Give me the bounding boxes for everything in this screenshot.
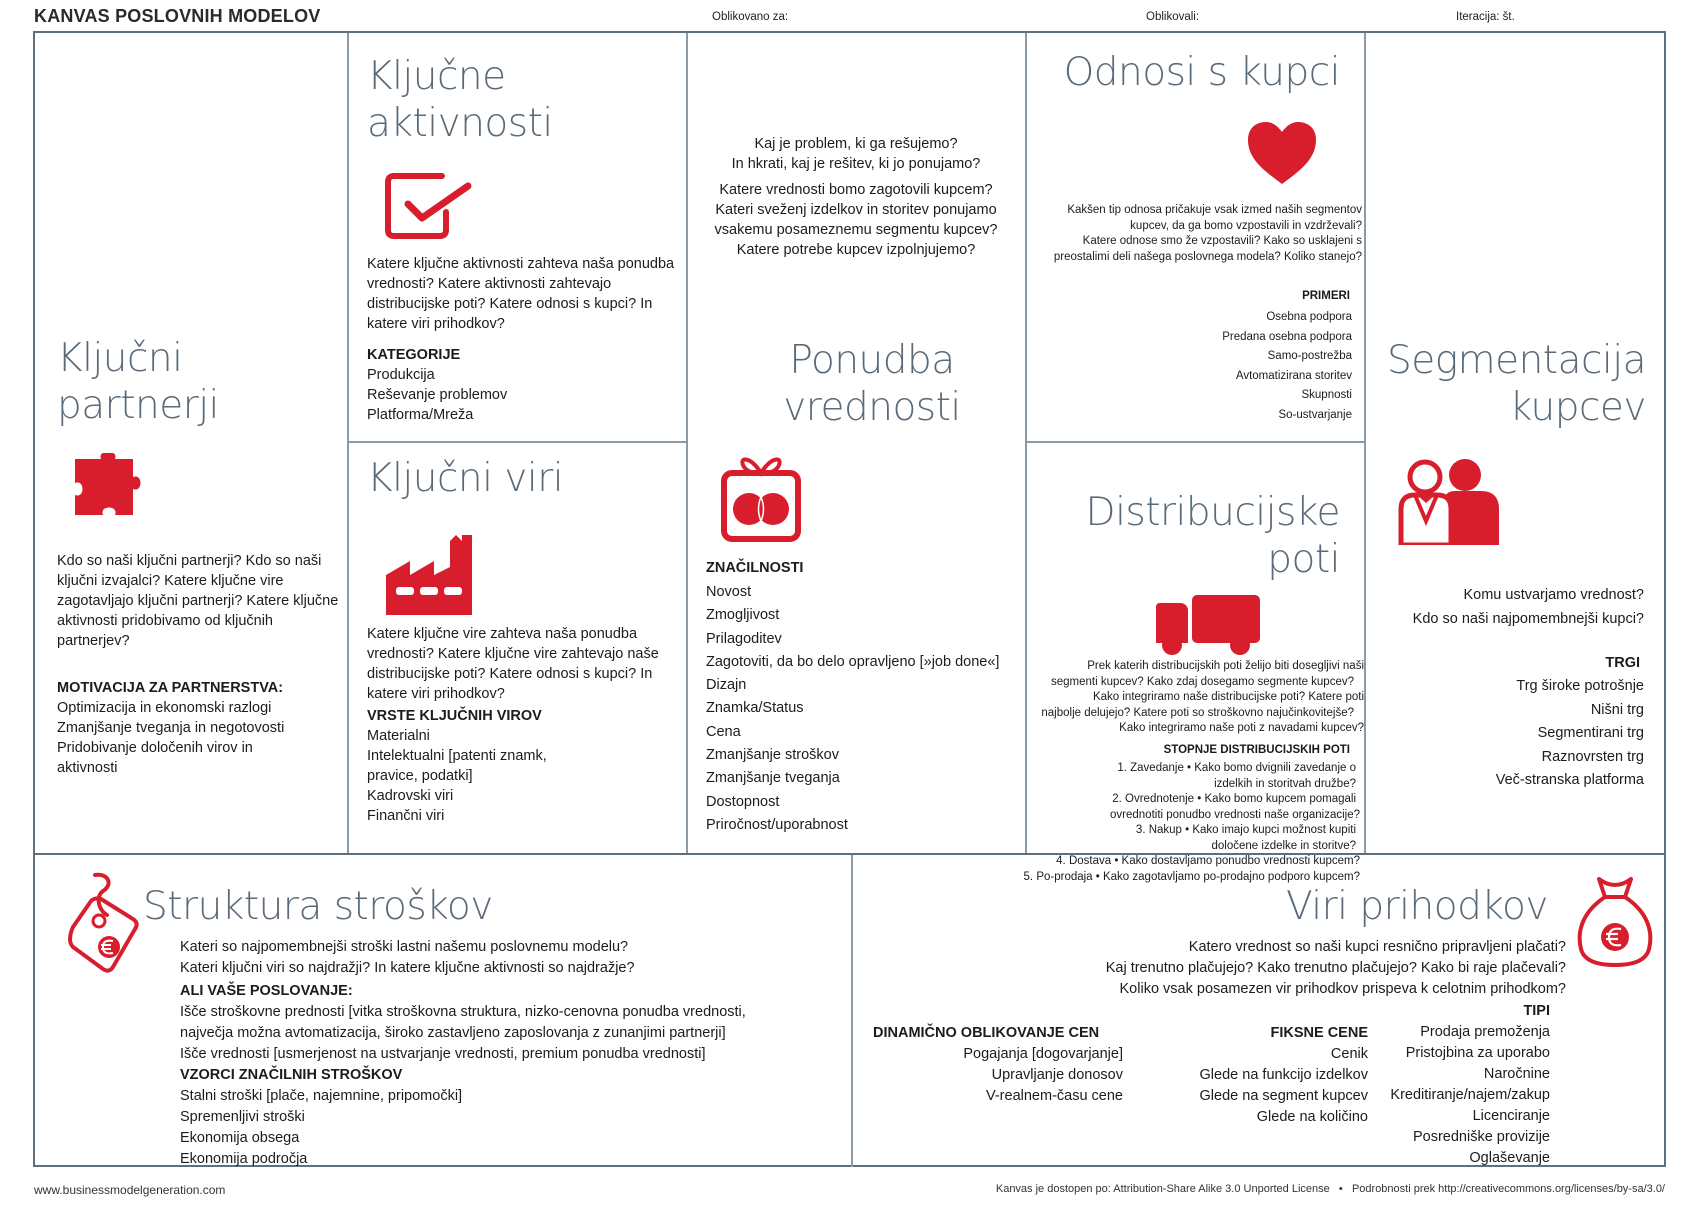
customer-relationships-title: Odnosi s kupci — [1063, 50, 1340, 95]
question-line: Koliko vsak posamezen vir prihodkov prispeva k celotnim prihodkom? — [1119, 981, 1566, 997]
list-item: Reševanje problemov — [367, 387, 508, 403]
list-item: Novost — [706, 584, 752, 600]
customer-segments-list-heading: TRGI — [1605, 655, 1640, 671]
value-proposition-block[interactable] — [687, 33, 1025, 853]
key-partners-title — [57, 335, 219, 429]
question-line: preostalimi deli našega poslovnega modela? Koliko stanejo? — [1053, 250, 1362, 263]
phase-line: 5. Po-prodaja • Kako zagotavljamo po-prodajno podporo kupcem? — [1023, 870, 1360, 883]
revenue-streams-questions — [866, 937, 1566, 1000]
key-resources-block[interactable] — [348, 443, 686, 853]
question-line: Prek katerih distribucijskih poti želijo biti dosegljivi naši — [1087, 660, 1364, 672]
list-item: Ekonomija obsega — [180, 1130, 300, 1146]
list-item: Dizajn — [706, 677, 747, 694]
list-item: Zagotoviti, da bo delo opravljeno [»job done«] — [706, 653, 1000, 670]
question-line: Kako integriramo naše distribucijske poti? Katere poti — [1092, 691, 1364, 703]
customer-segments-block[interactable] — [1365, 33, 1666, 853]
list-item: Raznovrsten trg — [1541, 748, 1644, 765]
customer-segments-title — [1387, 337, 1646, 431]
license-footer — [996, 1183, 1665, 1195]
list-item: Samo-postrežba — [1267, 350, 1352, 362]
key-activities-questions: Katere ključne aktivnosti zahteva naša ponudba vrednosti? Katere aktivnosti zahtevajo distribucijske poti? Katere odnosi s kupci? In katere viri prihodkov? — [367, 256, 675, 332]
title-line: Ključni — [57, 336, 183, 381]
channels-block[interactable] — [1023, 443, 1364, 883]
title-line: poti — [1267, 537, 1340, 582]
customer-segments-questions — [1354, 583, 1644, 631]
list-item: Zmanjšanje tveganja — [706, 770, 840, 787]
phase-line: 1. Zavedanje • Kako bomo dvignili zavedanje o — [1117, 762, 1356, 774]
list-item: Glede na količino — [1256, 1109, 1368, 1125]
question-line: Kdo so naši najpomembnejši kupci? — [1412, 611, 1644, 627]
title-line: Ključne — [367, 54, 506, 99]
customer-relationships-questions — [1022, 203, 1362, 265]
list-item: Pristojbina za uporabo — [1405, 1045, 1550, 1061]
key-activities-list — [367, 365, 507, 425]
list-item: Materialni — [367, 728, 430, 744]
list-heading: TIPI — [1523, 1003, 1550, 1019]
question-line: Kateri so najpomembnejši stroški lastni našemu poslovnemu modelu? — [180, 939, 629, 955]
list-item: Nišni trg — [1590, 701, 1644, 718]
question-line: kupcev, da ga bomo vzpostavili in vzdrževali? — [1130, 219, 1362, 232]
title-line: partnerji — [57, 383, 219, 428]
list-item: Produkcija — [367, 367, 435, 383]
list-item: Finančni viri — [367, 808, 445, 824]
list-item: So-ustvarjanje — [1278, 408, 1352, 421]
question-line: In hkrati, kaj je rešitev, ki jo ponujamo? — [731, 156, 981, 172]
question-line: vsakemu posameznemu segmentu kupcev? — [714, 222, 998, 238]
list-item: Cena — [706, 723, 741, 740]
revenue-streams-block[interactable] — [853, 855, 1666, 1167]
question-line: Kaj je problem, ki ga rešujemo? — [754, 136, 958, 152]
factory-icon — [382, 531, 478, 615]
list-item: Prodaja premoženja — [1420, 1024, 1550, 1040]
key-activities-list-heading: KATEGORIJE — [367, 347, 461, 363]
question-line: Katere odnose smo že vzpostavili? Kako so usklajeni s — [1082, 235, 1362, 247]
list-heading: FIKSNE CENE — [1270, 1025, 1368, 1041]
list-item: največja možna avtomatizacija, široko zastavljeno zaposlovanja z zunanjimi partnerji] — [180, 1025, 726, 1041]
list-item: Pridobivanje določenih virov in aktivnosti — [57, 740, 253, 776]
business-model-canvas — [33, 31, 1666, 1167]
revenue-streams-title: Viri prihodkov — [1285, 884, 1548, 929]
channels-list-heading: STOPNJE DISTRIBUCIJSKIH POTI — [1163, 744, 1350, 756]
customer-segments-list — [1404, 675, 1644, 793]
list-item: Predana osebna podpora — [1222, 330, 1352, 343]
value-proposition-questions — [687, 134, 1025, 260]
checkbox-icon — [384, 168, 474, 242]
question-line: Kateri sveženj izdelkov in storitev ponujamo — [715, 202, 997, 218]
list-item: Priročnost/uporabnost — [706, 816, 848, 833]
list-item: Več-stranska platforma — [1495, 772, 1644, 788]
question-line: Katero vrednost so naši kupci resnično pripravljeni plačati? — [1188, 939, 1566, 955]
money-bag-icon — [1575, 873, 1655, 969]
key-partners-list — [57, 698, 307, 778]
phase-line: izdelkih in storitvah družbe? — [1214, 777, 1356, 790]
license-text: Kanvas je dostopen po: Attribution-Share Alike 3.0 Unported License — [995, 1183, 1330, 1195]
phase-line: 4. Dostava • Kako dostavljamo ponudbo vrednosti kupcem? — [1056, 855, 1360, 867]
heart-icon — [1246, 120, 1318, 186]
truck-icon — [1154, 593, 1262, 657]
phase-line: določene izdelke in storitve? — [1211, 839, 1356, 852]
list-item: Posredniške provizije — [1412, 1129, 1550, 1145]
cost-structure-content — [180, 937, 840, 1170]
list-heading: ALI VAŠE POSLOVANJE: — [180, 983, 353, 999]
question-line: najbolje delujejo? Katere poti so stroškovno najučinkovitejše? — [1041, 706, 1354, 719]
list-item: Osebna podpora — [1266, 311, 1352, 323]
list-item: Išče stroškovne prednosti [vitka stroškovna struktura, nizko-cenovna ponudba vrednosti, — [180, 1004, 746, 1020]
title-line: Segmentacija — [1386, 338, 1646, 383]
list-heading: DINAMIČNO OBLIKOVANJE CEN — [873, 1025, 1100, 1041]
key-resources-title: Ključni viri — [367, 456, 564, 501]
customer-relationships-list — [1152, 308, 1352, 425]
list-item: Oglaševanje — [1469, 1150, 1550, 1166]
key-partners-list-heading: MOTIVACIJA ZA PARTNERSTVA: — [57, 680, 284, 696]
title-line: aktivnosti — [367, 101, 553, 146]
revenue-types-list — [1310, 1001, 1550, 1169]
phase-line: ovrednotiti ponudbo vrednosti naše organizacije? — [1110, 808, 1360, 821]
gift-icon — [720, 451, 802, 543]
key-partners-questions: Kdo so naši ključni partnerji? Kdo so naši ključni izvajalci? Katere ključne vire zagotavljajo ključni partnerji? Katere ključne aktivnosti pridobivamo od ključnih partnerjev? — [57, 553, 339, 649]
canvas-title: KANVAS POSLOVNIH MODELOV — [34, 6, 321, 26]
cost-structure-title: Struktura stroškov — [143, 884, 493, 929]
key-partners-block[interactable] — [35, 33, 347, 853]
key-activities-block[interactable] — [348, 33, 686, 441]
channels-title — [1086, 489, 1340, 583]
list-item: Naročnine — [1483, 1066, 1550, 1082]
designed-for-label: Oblikovano za: — [712, 11, 789, 23]
list-item: V-realnem-času cene — [985, 1088, 1123, 1104]
list-item: Spremenljivi stroški — [180, 1109, 305, 1125]
question-line: Kaj trenutno plačujejo? Kako trenutno plačujejo? Kako bi raje plačevali? — [1105, 960, 1566, 976]
list-item: Cenik — [1330, 1046, 1368, 1062]
list-item: Zmanjšanje stroškov — [706, 747, 839, 764]
list-item: Zmanjšanje tveganja in negotovosti — [57, 720, 285, 736]
list-item: Segmentirani trg — [1537, 725, 1644, 741]
customer-relationships-block[interactable] — [1026, 33, 1364, 441]
list-item: Glede na funkcijo izdelkov — [1199, 1067, 1368, 1083]
value-proposition-list-heading: ZNAČILNOSTI — [706, 560, 804, 576]
value-proposition-title — [742, 337, 1002, 431]
list-item: Prilagoditev — [706, 630, 782, 647]
list-heading: VZORCI ZNAČILNIH STROŠKOV — [180, 1067, 403, 1083]
list-item: Trg široke potrošnje — [1516, 678, 1644, 694]
list-item: Kadrovski viri — [367, 788, 454, 804]
question-line: Komu ustvarjamo vrednost? — [1463, 587, 1644, 603]
question-line: segmenti kupcev? Kako zdaj dosegamo segmente kupcev? — [1050, 675, 1354, 688]
list-item: Optimizacija in ekonomski razlogi — [57, 700, 272, 716]
price-tag-icon — [65, 871, 145, 975]
website-link[interactable]: www.businessmodelgeneration.com — [34, 1183, 226, 1197]
list-item: Ekonomija področja — [180, 1151, 308, 1167]
customer-relationships-list-heading: PRIMERI — [1302, 290, 1350, 302]
list-item: Pogajanja [dogovarjanje] — [963, 1046, 1123, 1062]
list-item: Dostopnost — [706, 793, 780, 810]
iteration-label: Iteracija: št. — [1456, 11, 1515, 23]
phase-line: 2. Ovrednotenje • Kako bomo kupcem pomagali — [1112, 793, 1356, 805]
list-item: Kreditiranje/najem/zakup — [1390, 1087, 1550, 1103]
list-item: Stalni stroški [plače, najemnine, pripomočki] — [180, 1088, 463, 1104]
value-proposition-list — [706, 581, 1031, 837]
separator: • — [1338, 1183, 1343, 1195]
list-item: Skupnosti — [1301, 389, 1352, 401]
list-item: Išče vrednosti [usmerjenost na ustvarjanje vrednosti, premium ponudba vrednosti] — [180, 1046, 706, 1062]
license-details-link[interactable]: Podrobnosti prek http://creativecommons.org/licenses/by-sa/3.0/ — [1351, 1183, 1665, 1195]
key-resources-questions: Katere ključne vire zahteva naša ponudba vrednosti? Katere ključne vire zahtevajo naše distribucijske poti? Katere odnosi s kupci? In katere viri prihodkov? — [367, 626, 659, 702]
list-item: Avtomatizirana storitev — [1235, 369, 1352, 382]
list-item: Znamka/Status — [706, 700, 804, 717]
list-item: Zmogljivost — [706, 607, 780, 624]
question-line: Katere vrednosti bomo zagotovili kupcem? — [719, 182, 993, 198]
key-resources-list-heading: VRSTE KLJUČNIH VIROV — [367, 708, 542, 724]
people-icon — [1397, 457, 1501, 545]
list-item: Licenciranje — [1472, 1108, 1550, 1124]
question-line: Kakšen tip odnosa pričakuje vsak izmed naših segmentov — [1067, 204, 1362, 216]
phase-line: 3. Nakup • Kako imajo kupci možnost kupiti — [1135, 824, 1356, 836]
list-item: Intelektualni [patenti znamk, pravice, podatki] — [367, 748, 547, 784]
title-line: vrednosti — [783, 385, 961, 430]
question-line: Kateri ključni viri so najdražji? In katere ključne aktivnosti so najdražje? — [180, 960, 635, 976]
question-line: Katere potrebe kupcev izpolnjujemo? — [736, 242, 976, 258]
key-resources-list — [367, 726, 597, 826]
title-line: Distribucijske — [1085, 490, 1340, 535]
cost-structure-block[interactable] — [35, 855, 851, 1167]
puzzle-icon — [71, 453, 157, 525]
channels-questions — [1019, 659, 1364, 737]
title-line: Ponudba — [789, 338, 955, 383]
title-line: kupcev — [1509, 385, 1646, 430]
dynamic-pricing-list — [873, 1023, 1123, 1107]
list-item: Upravljanje donosov — [991, 1067, 1123, 1083]
key-activities-title — [367, 53, 553, 147]
list-item: Glede na segment kupcev — [1199, 1088, 1368, 1104]
designed-by-label: Oblikovali: — [1146, 11, 1200, 23]
question-line: Kako integriramo naše poti z navadami kupcev? — [1119, 722, 1364, 734]
list-item: Platforma/Mreža — [367, 407, 474, 423]
